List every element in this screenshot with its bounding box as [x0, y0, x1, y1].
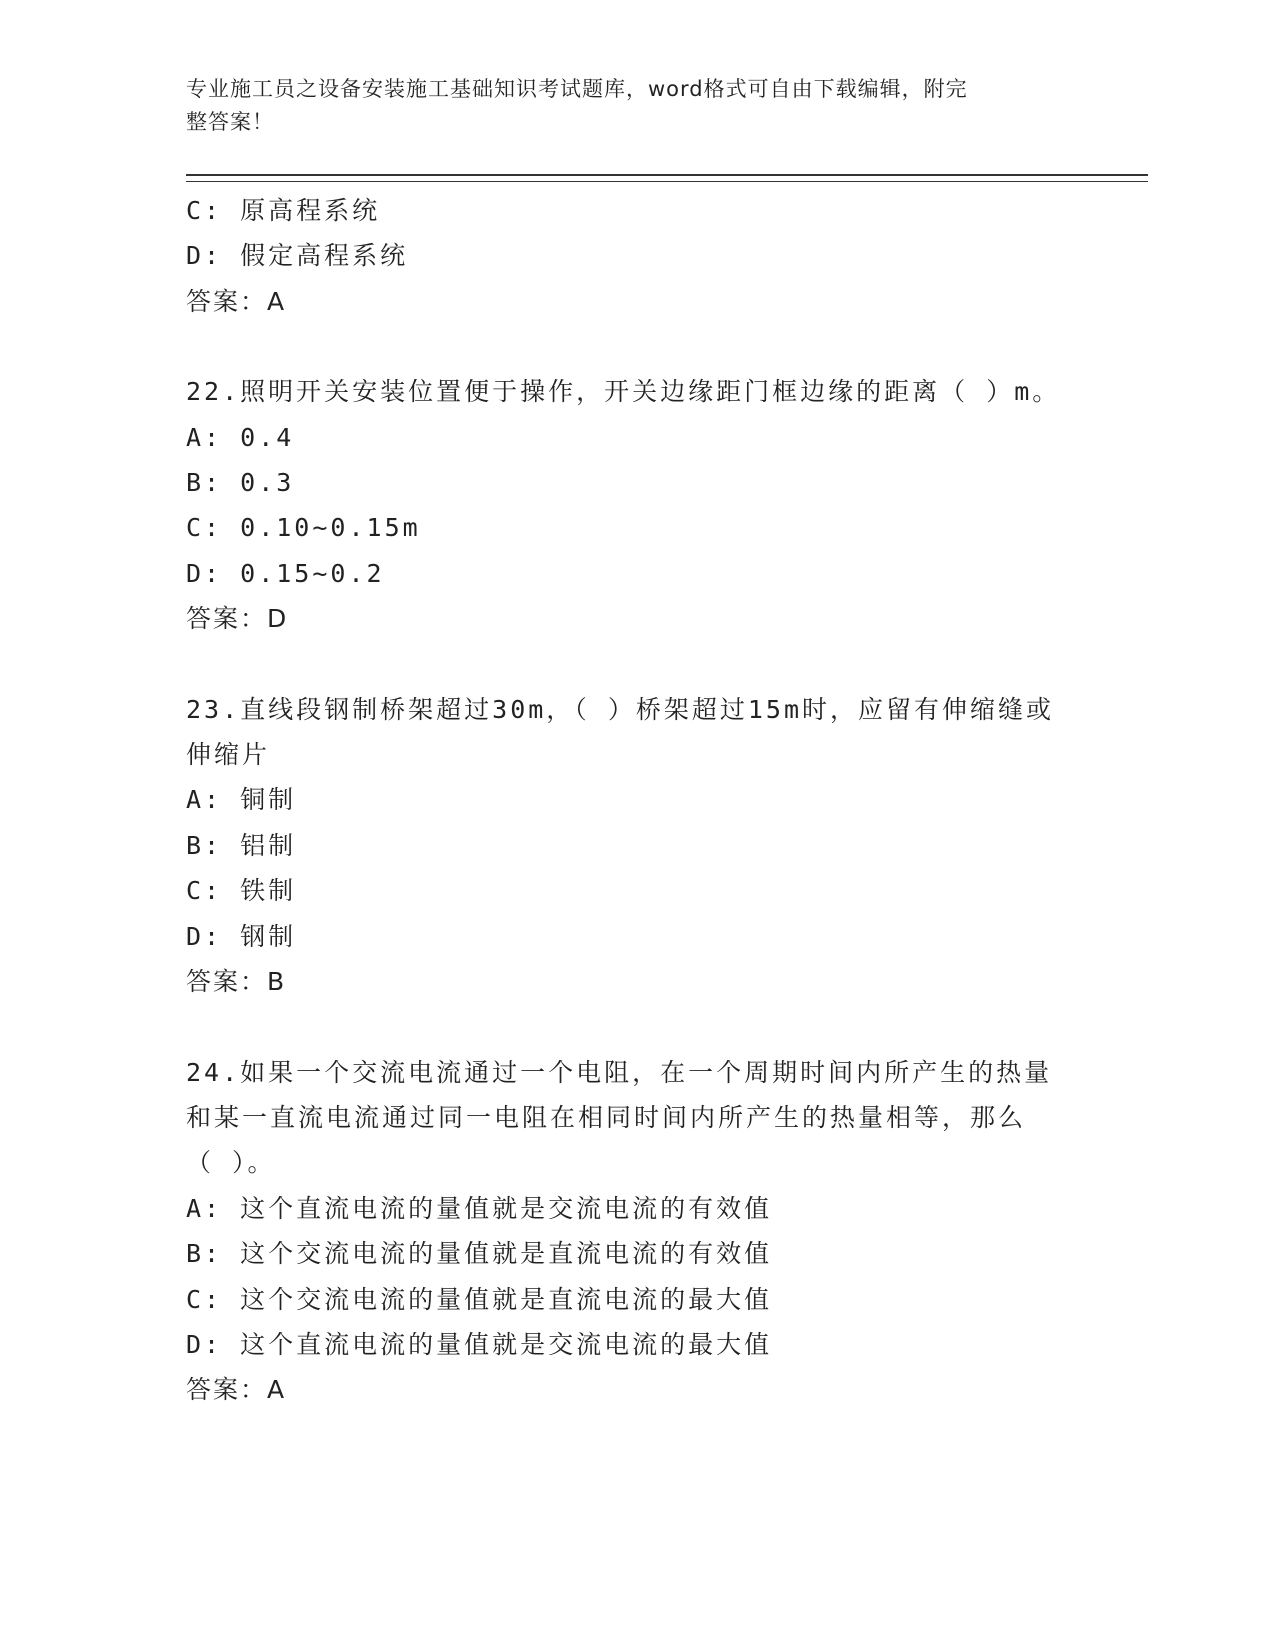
header-line-1: 专业施工员之设备安装施工基础知识考试题库，word格式可自由下载编辑，附完	[186, 77, 968, 101]
header-divider-thick	[186, 174, 1148, 176]
q24-stem-line-2: 和某一直流电流通过同一电阻在相同时间内所产生的热量相等，那么	[186, 1102, 1027, 1132]
q21-option-d: D: 假定高程系统	[186, 241, 409, 271]
q24-option-c: C: 这个交流电流的量值就是直流电流的最大值	[186, 1284, 773, 1314]
spacer	[186, 1005, 1086, 1050]
q24-option-d: D: 这个直流电流的量值就是交流电流的最大值	[186, 1329, 773, 1359]
spacer	[186, 324, 1086, 369]
question-22	[186, 369, 1086, 641]
spacer	[186, 642, 1086, 687]
q23-option-b: B: 铝制	[186, 830, 297, 860]
q24-stem-line-3: （ ）。	[186, 1148, 276, 1178]
question-21	[186, 188, 1086, 324]
q24-option-a: A: 这个直流电流的量值就是交流电流的有效值	[186, 1193, 773, 1223]
q24-answer: 答案：A	[186, 1375, 287, 1405]
q22-option-a: A: 0.4	[186, 422, 295, 452]
question-23	[186, 687, 1086, 1005]
q21-option-c: C: 原高程系统	[186, 196, 381, 225]
q22-stem: 22.照明开关安装位置便于操作，开关边缘距门框边缘的距离（ ）m。	[186, 377, 1061, 407]
q22-option-d: D: 0.15~0.2	[186, 558, 385, 588]
q21-answer: 答案：A	[186, 286, 287, 316]
q23-answer: 答案：B	[186, 967, 287, 997]
question-24	[186, 1050, 1086, 1413]
q22-option-c: C: 0.10~0.15m	[186, 513, 421, 543]
q22-option-b: B: 0.3	[186, 468, 295, 498]
q23-option-d: D: 钢制	[186, 921, 297, 951]
header-line-2: 整答案！	[186, 110, 274, 134]
q22-answer: 答案：D	[186, 604, 289, 634]
q23-stem-line-1: 23.直线段钢制桥架超过30m，（ ）桥架超过15m时，应留有伸缩缝或	[186, 694, 1055, 724]
header-divider-thin	[186, 181, 1148, 182]
q24-option-b: B: 这个交流电流的量值就是直流电流的有效值	[186, 1239, 773, 1269]
q24-stem-line-1: 24.如果一个交流电流通过一个电阻，在一个周期时间内所产生的热量	[186, 1057, 1053, 1087]
q23-option-c: C: 铁制	[186, 876, 297, 906]
q23-stem-line-2: 伸缩片	[186, 740, 271, 770]
question-list	[186, 188, 1086, 1413]
q23-option-a: A: 铜制	[186, 785, 297, 815]
page-header	[186, 73, 1066, 139]
